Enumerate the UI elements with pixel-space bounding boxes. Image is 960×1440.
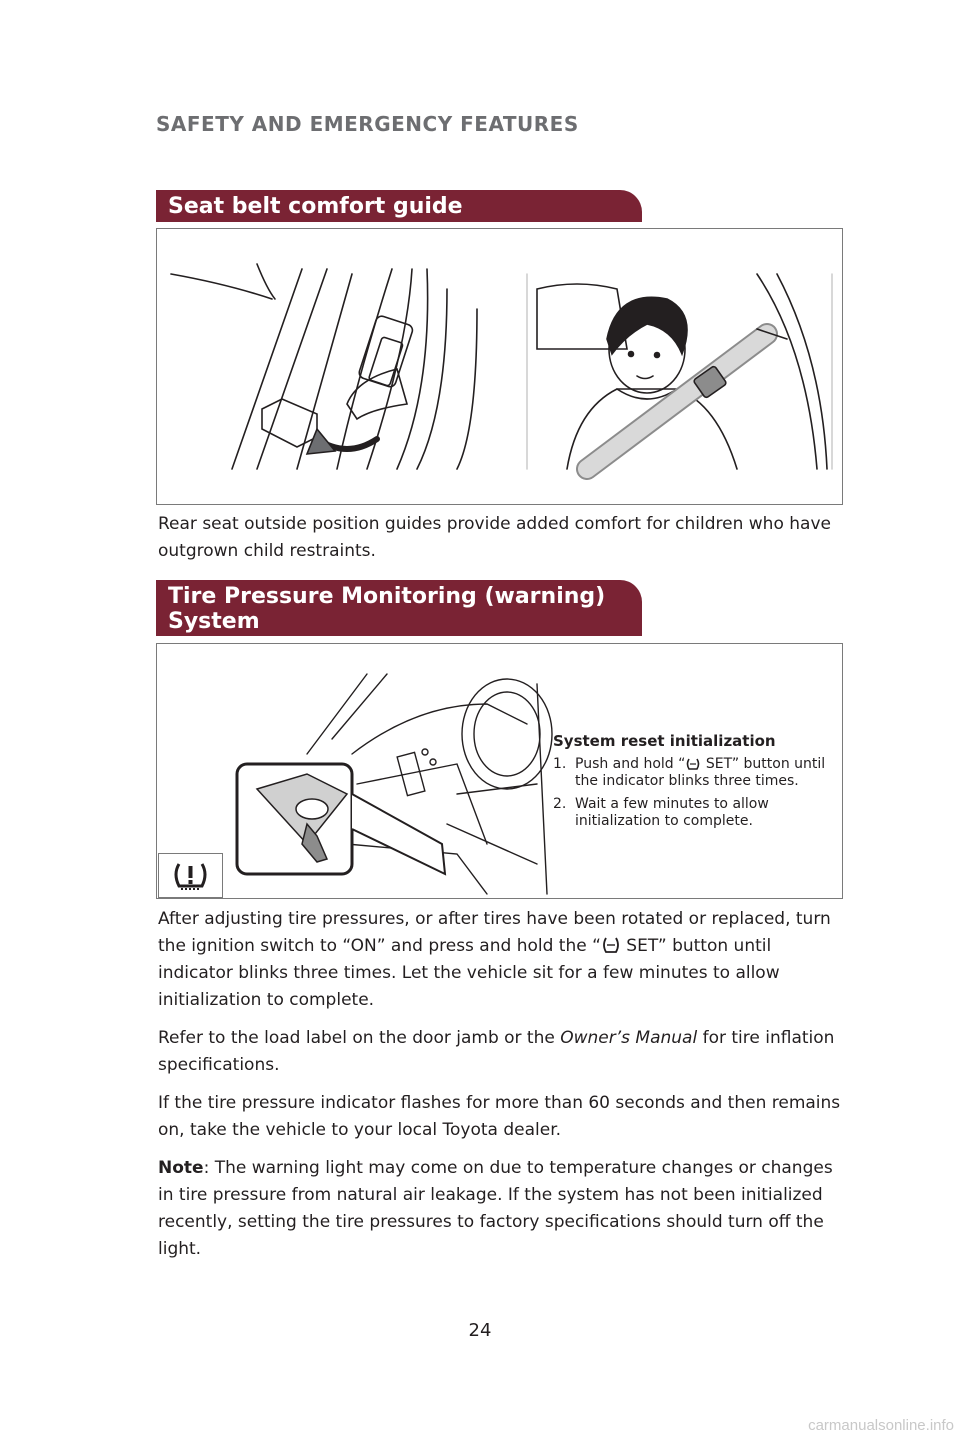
paragraph-text: for tire inflation specifications. <box>158 1028 835 1075</box>
tpms-tab-title-line1: Tire Pressure Monitoring (warning) <box>168 584 606 609</box>
tpms-note <box>158 1155 848 1263</box>
tpms-warning-indicator <box>158 853 223 898</box>
tpms-paragraph-2 <box>158 1025 848 1079</box>
tire-pressure-icon <box>601 935 621 955</box>
seatbelt-illustration-frame <box>156 228 843 505</box>
seat-belt-guide-illustration <box>157 229 842 504</box>
note-text: : The warning light may come on due to temperature changes or changes in tire pressure from natural air leakage. If the system has not been initialized recently, setting the tire pressures to factory specifications should turn off the light. <box>158 1158 833 1259</box>
paragraph-text: Refer to the load label on the door jamb or the <box>158 1028 561 1048</box>
seatbelt-section-tab <box>156 190 642 222</box>
watermark: carmanualsonline.info <box>808 1417 954 1434</box>
step-text-part: SET” button until the indicator blinks three times. <box>575 756 826 789</box>
seatbelt-tab-title: Seat belt comfort guide <box>168 194 463 219</box>
reset-step-1 <box>553 756 843 790</box>
owners-manual-reference: Owner’s Manual <box>560 1028 698 1048</box>
reset-title: System reset initialization <box>553 732 776 750</box>
system-reset-instructions <box>553 732 843 836</box>
tpms-body <box>158 906 848 1263</box>
seatbelt-caption <box>158 511 848 565</box>
tpms-section-tab <box>156 580 642 636</box>
note-label: Note <box>158 1158 204 1178</box>
step-text: Wait a few minutes to allow initialization to complete. <box>575 796 769 829</box>
step-number: 2. <box>553 796 567 812</box>
reset-step-2 <box>553 796 843 830</box>
tpms-tab-title-line2: System <box>168 609 260 634</box>
seatbelt-caption-text: Rear seat outside position guides provide added comfort for children who have outgrown child restraints. <box>158 514 831 561</box>
page-number: 24 <box>468 1320 492 1341</box>
section-title: SAFETY AND EMERGENCY FEATURES <box>156 112 579 136</box>
paragraph-text: SET” button until indicator blinks three times. Let the vehicle sit for a few minutes to allow initialization to complete. <box>158 936 780 1010</box>
tire-pressure-icon <box>685 756 701 772</box>
paragraph-text: After adjusting tire pressures, or after tires have been rotated or replaced, turn the ignition switch to “ON” and press and hold the “ <box>158 909 831 956</box>
step-number: 1. <box>553 756 567 772</box>
tpms-paragraph-1 <box>158 906 848 1014</box>
tpms-paragraph-3: If the tire pressure indicator flashes for more than 60 seconds and then remains on, take the vehicle to your local Toyota dealer. <box>158 1093 841 1140</box>
tire-pressure-warning-icon <box>159 854 222 897</box>
step-text <box>575 756 843 790</box>
child-seatbelt-illustration <box>527 274 832 469</box>
step-text-part: Push and hold “ <box>575 756 686 772</box>
